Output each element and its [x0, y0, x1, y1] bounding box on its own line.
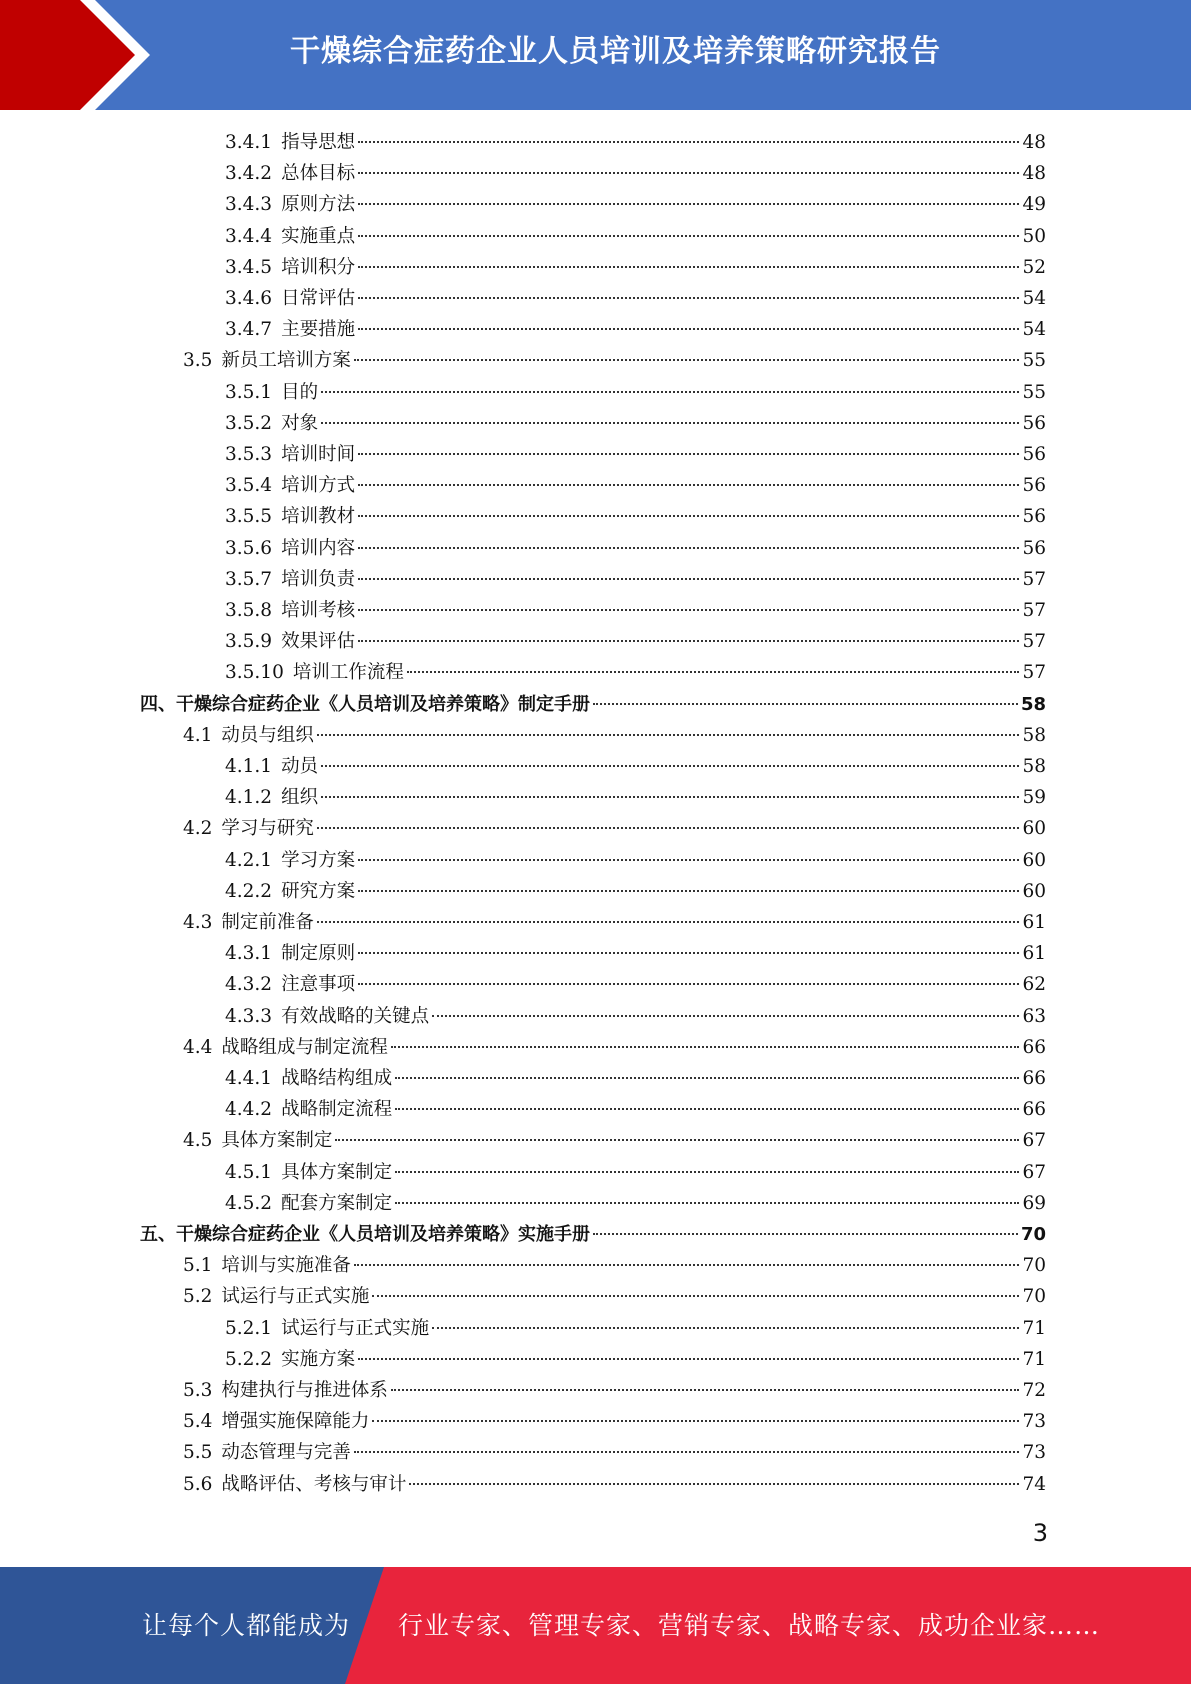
toc-entry[interactable]	[183, 907, 1046, 938]
toc-entry-title: 培训工作流程	[292, 662, 404, 684]
toc-entry-number: 3.5.10	[225, 662, 284, 684]
toc-entry-number: 4.1	[183, 724, 213, 746]
toc-entry-number: 3.5.6	[225, 537, 273, 559]
toc-entry-page: 56	[1022, 506, 1046, 528]
toc-entry-page: 60	[1022, 818, 1046, 840]
toc-entry[interactable]	[183, 1125, 1046, 1156]
toc-dot-leader	[358, 609, 1019, 611]
toc-entry-page: 57	[1022, 600, 1046, 621]
toc-dot-leader	[317, 827, 1020, 829]
toc-entry-number: 4.5	[183, 1130, 213, 1152]
toc-entry-page: 50	[1022, 225, 1046, 247]
toc-entry-number: 4.3.3	[225, 1005, 273, 1027]
toc-entry[interactable]	[225, 564, 1046, 595]
toc-entry-number: 3.4.4	[225, 225, 273, 247]
toc-entry-page: 71	[1022, 1348, 1046, 1370]
toc-dot-leader	[432, 1015, 1019, 1017]
toc-entry[interactable]	[225, 1313, 1046, 1344]
toc-entry-page: 72	[1022, 1380, 1046, 1401]
toc-entry-page: 55	[1022, 381, 1046, 403]
toc-entry-number: 4.4	[183, 1036, 213, 1058]
toc-entry-page: 66	[1022, 1036, 1046, 1058]
toc-entry-number: 5.2	[183, 1286, 213, 1308]
toc-entry-number: 3.5.1	[225, 381, 273, 403]
toc-entry-title: 培训积分	[281, 256, 356, 278]
toc-entry-number: 5.2.2	[225, 1348, 273, 1370]
toc-entry-page: 73	[1022, 1411, 1046, 1433]
toc-entry-number: 4.4.1	[225, 1068, 273, 1089]
toc-entry-number: 4.1.1	[225, 756, 273, 777]
toc-entry[interactable]	[225, 876, 1046, 907]
toc-entry-page: 71	[1022, 1317, 1046, 1339]
toc-entry-number: 3.4.7	[225, 319, 273, 341]
toc-entry-title: 四、干燥综合症药企业《人员培训及培养策略》制定手册	[140, 693, 590, 715]
toc-entry-title: 培训教材	[281, 506, 356, 528]
toc-dot-leader	[335, 1139, 1019, 1141]
toc-entry-number: 3.5.3	[225, 444, 273, 465]
toc-dot-leader	[358, 453, 1019, 455]
toc-entry-page: 61	[1022, 943, 1046, 965]
toc-entry-page: 70	[1020, 1224, 1046, 1245]
toc-entry-title: 战略制定流程	[281, 1099, 393, 1121]
toc-entry-title: 有效战略的关键点	[281, 1005, 430, 1027]
page-number: 3	[1032, 1519, 1048, 1547]
toc-entry-number: 3.5.9	[225, 631, 273, 653]
toc-entry-title: 主要措施	[281, 319, 356, 341]
toc-entry-title: 注意事项	[281, 974, 356, 996]
toc-dot-leader	[358, 578, 1019, 580]
toc-dot-leader	[391, 1389, 1020, 1391]
toc-dot-leader	[354, 359, 1020, 361]
toc-entry-page: 70	[1022, 1286, 1046, 1308]
toc-entry-number: 4.3.2	[225, 974, 273, 996]
toc-entry-number: 5.3	[183, 1380, 213, 1401]
toc-dot-leader	[395, 1108, 1019, 1110]
toc-entry[interactable]	[140, 689, 1046, 720]
toc-entry-number: 4.2.2	[225, 880, 273, 902]
toc-dot-leader	[321, 796, 1019, 798]
toc-entry[interactable]	[225, 377, 1046, 408]
toc-dot-leader	[358, 266, 1019, 268]
toc-entry-number: 3.4.2	[225, 163, 273, 185]
toc-entry-number: 5.4	[183, 1411, 213, 1433]
footer-band	[0, 1567, 1191, 1684]
toc-entry-title: 具体方案制定	[221, 1130, 333, 1152]
toc-entry[interactable]	[225, 845, 1046, 876]
toc-entry-title: 试运行与正式实施	[221, 1286, 370, 1308]
toc-entry-page: 60	[1022, 880, 1046, 902]
toc-entry[interactable]	[225, 1001, 1046, 1032]
toc-entry[interactable]	[183, 1375, 1046, 1406]
toc-entry-title: 效果评估	[281, 631, 356, 653]
toc-dot-leader	[358, 890, 1019, 892]
toc-entry[interactable]	[225, 470, 1046, 501]
toc-dot-leader	[358, 952, 1019, 954]
toc-entry[interactable]	[225, 408, 1046, 439]
toc-entry-page: 56	[1022, 444, 1046, 465]
toc-entry-title: 新员工培训方案	[221, 350, 351, 372]
toc-dot-leader	[391, 1046, 1020, 1048]
toc-entry-title: 实施重点	[281, 225, 356, 247]
footer-slogan-right: 行业专家、管理专家、营销专家、战略专家、成功企业家……	[398, 1611, 1101, 1640]
toc-entry[interactable]	[225, 158, 1046, 189]
toc-entry-number: 3.5	[183, 350, 213, 372]
toc-entry-page: 49	[1022, 194, 1046, 216]
toc-entry-number: 4.3	[183, 912, 213, 933]
toc-entry-page: 70	[1022, 1255, 1046, 1277]
toc-entry[interactable]	[225, 252, 1046, 283]
toc-entry-page: 69	[1022, 1192, 1046, 1214]
toc-entry-number: 4.5.2	[225, 1192, 273, 1214]
toc-dot-leader	[358, 859, 1019, 861]
toc-entry-number: 3.4.3	[225, 194, 273, 216]
toc-entry[interactable]	[225, 1157, 1046, 1188]
toc-entry[interactable]	[225, 1188, 1046, 1219]
toc-entry-title: 培训时间	[281, 444, 356, 465]
toc-entry-title: 动员与组织	[221, 724, 314, 746]
toc-entry-number: 4.5.1	[225, 1161, 273, 1183]
toc-entry[interactable]	[183, 345, 1046, 376]
toc-entry-number: 3.5.5	[225, 506, 273, 528]
toc-dot-leader	[358, 515, 1019, 517]
toc-entry-title: 学习与研究	[221, 818, 314, 840]
toc-dot-leader	[358, 1358, 1019, 1360]
toc-entry-title: 培训内容	[281, 537, 356, 559]
toc-entry-page: 62	[1022, 974, 1046, 996]
toc-entry-number: 3.5.2	[225, 412, 273, 434]
toc-entry-page: 66	[1022, 1099, 1046, 1121]
toc-entry[interactable]	[183, 1406, 1046, 1437]
toc-entry[interactable]	[225, 657, 1046, 688]
toc-entry[interactable]	[225, 189, 1046, 220]
toc-dot-leader	[358, 235, 1019, 237]
toc-dot-leader	[372, 1420, 1019, 1422]
toc-entry-number: 5.1	[183, 1255, 213, 1277]
toc-entry-page: 67	[1022, 1161, 1046, 1183]
toc-dot-leader	[354, 1264, 1020, 1266]
toc-entry-number: 4.4.2	[225, 1099, 273, 1121]
toc-entry-title: 动员	[281, 756, 319, 777]
header-band	[0, 0, 1191, 110]
toc-entry-page: 61	[1022, 912, 1046, 933]
footer-slogan-left: 让每个人都能成为	[142, 1611, 351, 1640]
toc-entry-page: 48	[1022, 132, 1046, 153]
toc-entry-title: 培训方式	[281, 475, 356, 497]
toc-entry-number: 4.3.1	[225, 943, 273, 965]
toc-entry[interactable]	[225, 626, 1046, 657]
toc-entry[interactable]	[225, 127, 1046, 158]
toc-dot-leader	[372, 1295, 1019, 1297]
toc-entry[interactable]	[225, 439, 1046, 470]
toc-dot-leader	[395, 1202, 1019, 1204]
toc-entry-title: 战略组成与制定流程	[221, 1036, 388, 1058]
toc-entry[interactable]	[225, 1094, 1046, 1125]
toc-entry-page: 56	[1022, 412, 1046, 434]
toc-dot-leader	[358, 172, 1019, 174]
toc-entry-number: 4.2	[183, 818, 213, 840]
toc-entry-title: 制定前准备	[221, 912, 314, 933]
toc-dot-leader	[407, 671, 1020, 673]
toc-entry[interactable]	[140, 1219, 1046, 1250]
toc-entry-page: 56	[1022, 475, 1046, 497]
toc-entry-title: 战略结构组成	[281, 1068, 393, 1089]
toc-entry[interactable]	[183, 1469, 1046, 1500]
toc-dot-leader	[358, 484, 1019, 486]
toc-dot-leader	[395, 1077, 1019, 1079]
toc-entry-title: 组织	[281, 787, 319, 809]
toc-dot-leader	[432, 1327, 1019, 1329]
toc-entry-title: 五、干燥综合症药企业《人员培训及培养策略》实施手册	[140, 1224, 590, 1245]
toc-entry-page: 74	[1022, 1473, 1046, 1495]
toc-entry-page: 60	[1022, 849, 1046, 871]
toc-dot-leader	[409, 1483, 1019, 1485]
toc-entry-number: 3.4.6	[225, 288, 273, 309]
toc-entry[interactable]	[225, 283, 1046, 314]
toc-entry-title: 实施方案	[281, 1348, 356, 1370]
toc-entry-title: 日常评估	[281, 288, 356, 309]
toc-entry-title: 具体方案制定	[281, 1161, 393, 1183]
toc-entry[interactable]	[183, 720, 1046, 751]
toc-entry-title: 制定原则	[281, 943, 356, 965]
toc-entry-title: 原则方法	[281, 194, 356, 216]
toc-entry[interactable]	[225, 501, 1046, 532]
toc-entry-title: 增强实施保障能力	[221, 1411, 370, 1433]
toc-entry-number: 5.6	[183, 1473, 213, 1495]
toc-entry-title: 配套方案制定	[281, 1192, 393, 1214]
toc-entry[interactable]	[225, 938, 1046, 969]
toc-entry[interactable]	[225, 1063, 1046, 1094]
toc-entry-page: 54	[1022, 288, 1046, 309]
toc-dot-leader	[358, 297, 1019, 299]
toc-entry-title: 培训考核	[281, 600, 356, 621]
toc-entry-title: 战略评估、考核与审计	[221, 1473, 407, 1495]
toc-dot-leader	[358, 547, 1019, 549]
toc-dot-leader	[358, 203, 1019, 205]
toc-dot-leader	[354, 1451, 1020, 1453]
toc-entry[interactable]	[225, 533, 1046, 564]
toc-entry-page: 73	[1022, 1442, 1046, 1464]
toc-entry-page: 54	[1022, 319, 1046, 341]
toc-entry-title: 研究方案	[281, 880, 356, 902]
toc-entry-number: 4.2.1	[225, 849, 273, 871]
toc-entry-page: 59	[1022, 787, 1046, 809]
toc-entry-number: 3.4.1	[225, 132, 273, 153]
toc-entry-title: 培训与实施准备	[221, 1255, 351, 1277]
toc-entry-title: 目的	[281, 381, 319, 403]
toc-entry[interactable]	[225, 595, 1046, 626]
toc-entry-page: 66	[1022, 1068, 1046, 1089]
report-title: 干燥综合症药企业人员培训及培养策略研究报告	[290, 34, 941, 69]
toc-entry-page: 58	[1020, 693, 1046, 715]
toc-dot-leader	[593, 1233, 1018, 1235]
toc-entry-page: 67	[1022, 1130, 1046, 1152]
toc-entry[interactable]	[225, 1344, 1046, 1375]
toc-dot-leader	[358, 983, 1019, 985]
toc-entry[interactable]	[183, 1281, 1046, 1312]
toc-entry[interactable]	[225, 221, 1046, 252]
toc-entry-title: 培训负责	[281, 568, 356, 590]
toc-entry-title: 试运行与正式实施	[281, 1317, 430, 1339]
toc-entry[interactable]	[225, 314, 1046, 345]
toc-entry-number: 5.2.1	[225, 1317, 273, 1339]
toc-dot-leader	[321, 765, 1019, 767]
toc-entry-page: 57	[1022, 568, 1046, 590]
toc-dot-leader	[593, 703, 1018, 705]
toc-entry-title: 指导思想	[281, 132, 356, 153]
toc-entry-page: 58	[1022, 724, 1046, 746]
toc-entry-number: 4.1.2	[225, 787, 273, 809]
toc-entry-number: 3.5.8	[225, 600, 273, 621]
toc-entry-title: 动态管理与完善	[221, 1442, 351, 1464]
toc-entry[interactable]	[183, 813, 1046, 844]
toc-dot-leader	[321, 422, 1019, 424]
toc-entry[interactable]	[225, 751, 1046, 782]
toc-dot-leader	[395, 1171, 1019, 1173]
toc-entry-page: 48	[1022, 163, 1046, 185]
toc-entry-number: 5.5	[183, 1442, 213, 1464]
toc-entry[interactable]	[183, 1250, 1046, 1281]
toc-entry-page: 57	[1022, 631, 1046, 653]
toc-entry[interactable]	[183, 1437, 1046, 1468]
toc-dot-leader	[358, 141, 1019, 143]
toc-entry-number: 3.5.4	[225, 475, 273, 497]
toc-entry-number: 3.5.7	[225, 568, 273, 590]
toc-entry[interactable]	[225, 782, 1046, 813]
toc-entry-title: 对象	[281, 412, 319, 434]
toc-dot-leader	[317, 921, 1020, 923]
toc-entry-page: 55	[1022, 350, 1046, 372]
toc-entry-page: 56	[1022, 537, 1046, 559]
toc-entry[interactable]	[225, 969, 1046, 1000]
toc-dot-leader	[317, 734, 1020, 736]
toc-entry-title: 构建执行与推进体系	[221, 1380, 388, 1401]
toc-entry-page: 57	[1022, 662, 1046, 684]
toc-entry[interactable]	[183, 1032, 1046, 1063]
toc-entry-title: 学习方案	[281, 849, 356, 871]
toc-dot-leader	[358, 328, 1019, 330]
toc-entry-page: 52	[1022, 256, 1046, 278]
toc-dot-leader	[321, 391, 1019, 393]
toc-entry-page: 58	[1022, 756, 1046, 777]
toc-dot-leader	[358, 640, 1019, 642]
toc-entry-number: 3.4.5	[225, 256, 273, 278]
toc-entry-page: 63	[1022, 1005, 1046, 1027]
toc-entry-title: 总体目标	[281, 163, 356, 185]
